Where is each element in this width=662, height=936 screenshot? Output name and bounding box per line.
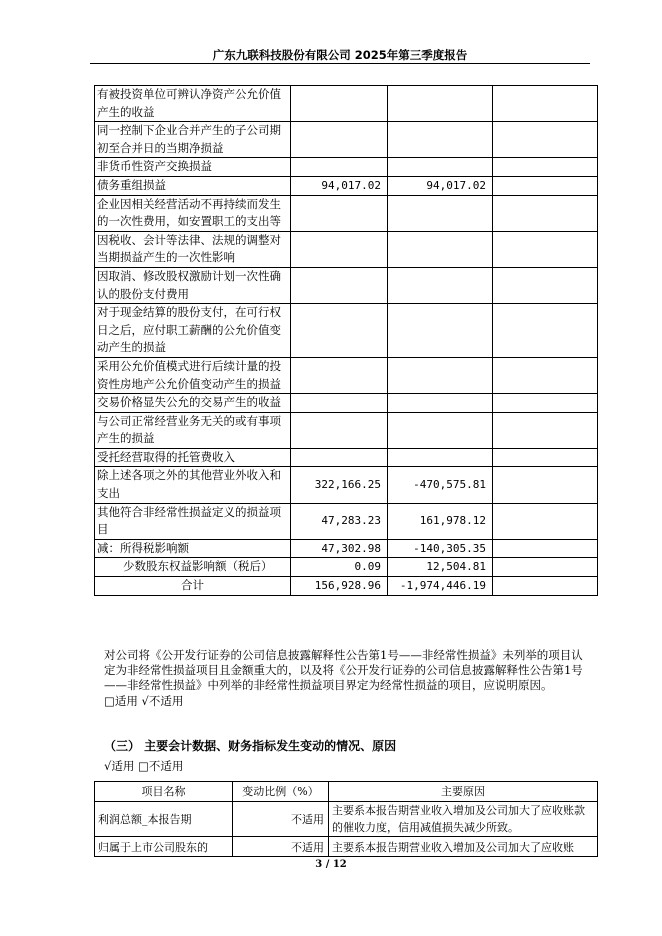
row-ytd-value (388, 231, 493, 267)
table-row (95, 467, 598, 503)
table-row (95, 195, 598, 231)
row-item-name: 归属于上市公司股东的 (95, 837, 233, 857)
row-item: 同一控制下企业合并产生的子公司期初至合并日的当期净损益 (95, 122, 291, 158)
section-title: （三） 主要会计数据、财务指标发生变动的情况、原因 (104, 739, 397, 753)
table-total-row (95, 577, 598, 596)
row-item: 债务重组损益 (95, 176, 291, 195)
row-note (493, 412, 598, 448)
table-row (95, 231, 598, 267)
row-main-reason: 主要系本报告期营业收入增加及公司加大了应收账 (329, 837, 598, 857)
row-item: 其他符合非经常性损益定义的损益项目 (95, 503, 291, 539)
row-note (493, 86, 598, 122)
table-row (95, 267, 598, 303)
table-row (95, 412, 598, 448)
non-recurring-gains-table (94, 85, 598, 596)
row-item: 减：所得税影响额 (95, 539, 291, 558)
column-header-item-name: 项目名称 (95, 782, 233, 802)
row-item: 因取消、修改股权激励计划一次性确认的股份支付费用 (95, 267, 291, 303)
table-row (95, 503, 598, 539)
row-item: 交易价格显失公允的交易产生的收益 (95, 394, 291, 413)
table-row (95, 158, 598, 177)
row-ytd-value (388, 195, 493, 231)
row-note (493, 467, 598, 503)
row-ytd-value (388, 267, 493, 303)
row-current-value (291, 267, 388, 303)
table-row (95, 122, 598, 158)
row-ytd-value (388, 448, 493, 467)
row-ytd-value (388, 122, 493, 158)
header-divider (90, 63, 590, 64)
row-current-value: 0.09 (291, 558, 388, 577)
row-note (493, 448, 598, 467)
table-row (95, 86, 598, 122)
row-note (493, 231, 598, 267)
row-note (493, 357, 598, 393)
row-item: 非货币性资产交换损益 (95, 158, 291, 177)
total-label: 合计 (95, 577, 291, 596)
row-note (493, 304, 598, 358)
row-note (493, 558, 598, 577)
row-current-value: 322,166.25 (291, 467, 388, 503)
row-note (493, 176, 598, 195)
row-ytd-value: -470,575.81 (388, 467, 493, 503)
row-item-name: 利润总额_本报告期 (95, 802, 233, 837)
row-current-value (291, 448, 388, 467)
row-change-ratio: 不适用 (233, 802, 329, 837)
page-number: 3 / 12 (315, 859, 347, 870)
row-ytd-value (388, 394, 493, 413)
row-note (493, 158, 598, 177)
row-current-value (291, 412, 388, 448)
row-note (493, 267, 598, 303)
row-current-value (291, 357, 388, 393)
row-main-reason: 主要系本报告期营业收入增加及公司加大了应收账款的催收力度，信用减值损失减少所致。 (329, 802, 598, 837)
row-note (493, 394, 598, 413)
row-ytd-value: -140,305.35 (388, 539, 493, 558)
row-item: 除上述各项之外的其他营业外收入和支出 (95, 467, 291, 503)
row-ytd-value: 12,504.81 (388, 558, 493, 577)
row-current-value (291, 394, 388, 413)
changes-reasons-table (94, 781, 598, 857)
row-item: 少数股东权益影响额（税后） (95, 558, 291, 577)
row-ytd-value (388, 158, 493, 177)
row-current-value (291, 195, 388, 231)
row-current-value (291, 158, 388, 177)
table-row (95, 837, 598, 857)
table-row (95, 802, 598, 837)
row-ytd-value (388, 86, 493, 122)
row-current-value (291, 304, 388, 358)
table-row (95, 176, 598, 195)
applicability-checkbox-line: □适用 √不适用 (104, 693, 184, 708)
row-current-value (291, 231, 388, 267)
row-change-ratio: 不适用 (233, 837, 329, 857)
row-ytd-value (388, 412, 493, 448)
row-item: 受托经营取得的托管费收入 (95, 448, 291, 467)
row-ytd-value (388, 357, 493, 393)
row-item: 对于现金结算的股份支付，在可行权日之后，应付职工薪酬的公允价值变动产生的损益 (95, 304, 291, 358)
total-current-value: 156,928.96 (291, 577, 388, 596)
row-current-value (291, 86, 388, 122)
row-ytd-value (388, 304, 493, 358)
table-row (95, 539, 598, 558)
table-row (95, 558, 598, 577)
row-item: 企业因相关经营活动不再持续而发生的一次性费用，如安置职工的支出等 (95, 195, 291, 231)
row-item: 因税收、会计等法律、法规的调整对当期损益产生的一次性影响 (95, 231, 291, 267)
column-header-change-ratio: 变动比例（%） (233, 782, 329, 802)
row-current-value: 94,017.02 (291, 176, 388, 195)
row-current-value: 47,283.23 (291, 503, 388, 539)
row-item: 与公司正常经营业务无关的或有事项产生的损益 (95, 412, 291, 448)
row-note (493, 195, 598, 231)
row-ytd-value: 94,017.02 (388, 176, 493, 195)
table-row (95, 394, 598, 413)
row-note (493, 539, 598, 558)
row-ytd-value: 161,978.12 (388, 503, 493, 539)
explanation-block (104, 648, 594, 709)
row-current-value (291, 122, 388, 158)
table-header-row (95, 782, 598, 802)
section-applicability-line: √适用 □不适用 (104, 759, 184, 773)
table-row (95, 448, 598, 467)
table-row (95, 357, 598, 393)
row-note (493, 503, 598, 539)
row-item: 有被投资单位可辨认净资产公允价值产生的收益 (95, 86, 291, 122)
row-item: 采用公允价值模式进行后续计量的投资性房地产公允价值变动产生的损益 (95, 357, 291, 393)
total-ytd-value: -1,974,446.19 (388, 577, 493, 596)
row-note (493, 122, 598, 158)
row-current-value: 47,302.98 (291, 539, 388, 558)
total-note (493, 577, 598, 596)
explanation-paragraph: 对公司将《公开发行证券的公司信息披露解释性公告第1号——非经常性损益》未列举的项目认定为非经常性损益项目且金额重大的，以及将《公开发行证券的公司信息披露解释性公告第1号——非经常性损益》中列举的非经常性损益项目界定为经常性损益的项目，应说明原因。 (104, 648, 583, 693)
table-row (95, 304, 598, 358)
report-header-title: 广东九联科技股份有限公司 2025年第三季度报告 (212, 48, 468, 62)
column-header-main-reason: 主要原因 (329, 782, 598, 802)
